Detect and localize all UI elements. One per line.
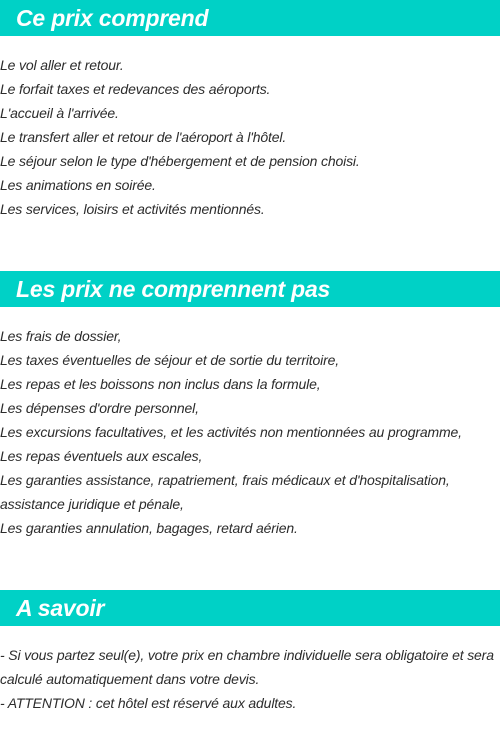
section-title: A savoir bbox=[16, 595, 105, 621]
list-item: Les taxes éventuelles de séjour et de sortie du territoire, bbox=[0, 352, 340, 368]
list-item: Les garanties annulation, bagages, retard aérien. bbox=[0, 520, 298, 536]
list-item: Les services, loisirs et activités mentionnés. bbox=[0, 201, 265, 217]
section-title: Ce prix comprend bbox=[16, 5, 209, 31]
list-item: Les frais de dossier, bbox=[0, 328, 122, 344]
list-item: Le forfait taxes et redevances des aéroports. bbox=[0, 81, 271, 97]
list-item: L'accueil à l'arrivée. bbox=[0, 105, 119, 121]
section-header-les-prix-ne-comprennent-pas bbox=[0, 271, 500, 307]
info-list bbox=[0, 643, 500, 715]
list-item: Les repas et les boissons non inclus dans la formule, bbox=[0, 376, 321, 392]
list-item: - Si vous partez seul(e), votre prix en chambre individuelle sera obligatoire et sera calculé automatiquement dans votre devis. bbox=[0, 647, 494, 687]
excluded-list bbox=[0, 324, 500, 540]
included-list bbox=[0, 53, 500, 221]
list-item: - ATTENTION : cet hôtel est réservé aux adultes. bbox=[0, 695, 297, 711]
list-item: Les dépenses d'ordre personnel, bbox=[0, 400, 199, 416]
list-item: Les animations en soirée. bbox=[0, 177, 156, 193]
list-item: Le vol aller et retour. bbox=[0, 57, 124, 73]
list-item: Les garanties assistance, rapatriement, frais médicaux et d'hospitalisation, assistance juridique et pénale, bbox=[0, 472, 450, 512]
list-item: Le séjour selon le type d'hébergement et de pension choisi. bbox=[0, 153, 360, 169]
list-item: Les repas éventuels aux escales, bbox=[0, 448, 203, 464]
section-header-ce-prix-comprend bbox=[0, 0, 500, 36]
section-title: Les prix ne comprennent pas bbox=[16, 276, 331, 302]
list-item: Les excursions facultatives, et les activités non mentionnées au programme, bbox=[0, 424, 462, 440]
section-header-a-savoir bbox=[0, 590, 500, 626]
list-item: Le transfert aller et retour de l'aéroport à l'hôtel. bbox=[0, 129, 287, 145]
